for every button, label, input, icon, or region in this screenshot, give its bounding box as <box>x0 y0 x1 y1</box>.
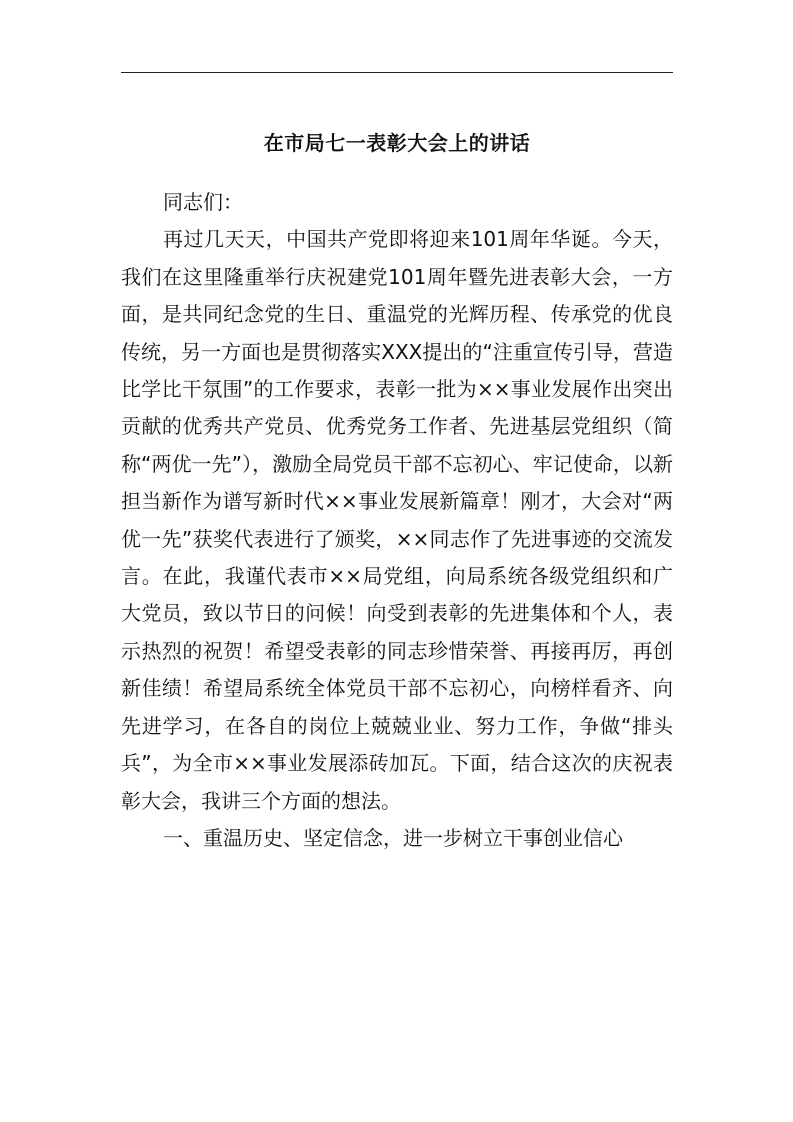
header-rule <box>121 72 673 73</box>
salutation: 同志们： <box>163 190 243 214</box>
document-title: 在市局七一表彰大会上的讲话 <box>263 131 531 155</box>
body-paragraph: 再过几天天，中国共产党即将迎来101周年华诞。今天，我们在这里隆重举行庆祝建党101周年暨先进表彰大会，一方面，是共同纪念党的生日、重温党的光辉历程、传承党的优良传统，另一方面也是贯彻落实XXX提出的“注重宣传引导，营造比学比干氛围”的工作要求，表彰一批为××事业发展作出突出贡献的优秀共产党员、优秀党务工作者、先进基层党组织（简称“两优一先”），激励全局党员干部不忘初心、牢记使命，以新担当新作为谱写新时代××事业发展新篇章！刚才，大会对“两优一先”获奖代表进行了颁奖，××同志作了先进事迹的交流发言。在此，我谨代表市××局党组，向局系统各级党组织和广大党员，致以节日的问候！向受到表彰的先进集体和个人，表示热烈的祝贺！希望受表彰的同志珍惜荣誉、再接再厉，再创新佳绩！希望局系统全体党员干部不忘初心，向榜样看齐、向先进学习，在各自的岗位上兢兢业业、努力工作，争做“排头兵”，为全市××事业发展添砖加瓦。下面，结合这次的庆祝表彰大会，我讲三个方面的想法。 <box>121 227 673 813</box>
section-heading: 一、重温历史、坚定信念，进一步树立干事创业信心 <box>163 825 623 850</box>
document-body <box>121 184 673 857</box>
